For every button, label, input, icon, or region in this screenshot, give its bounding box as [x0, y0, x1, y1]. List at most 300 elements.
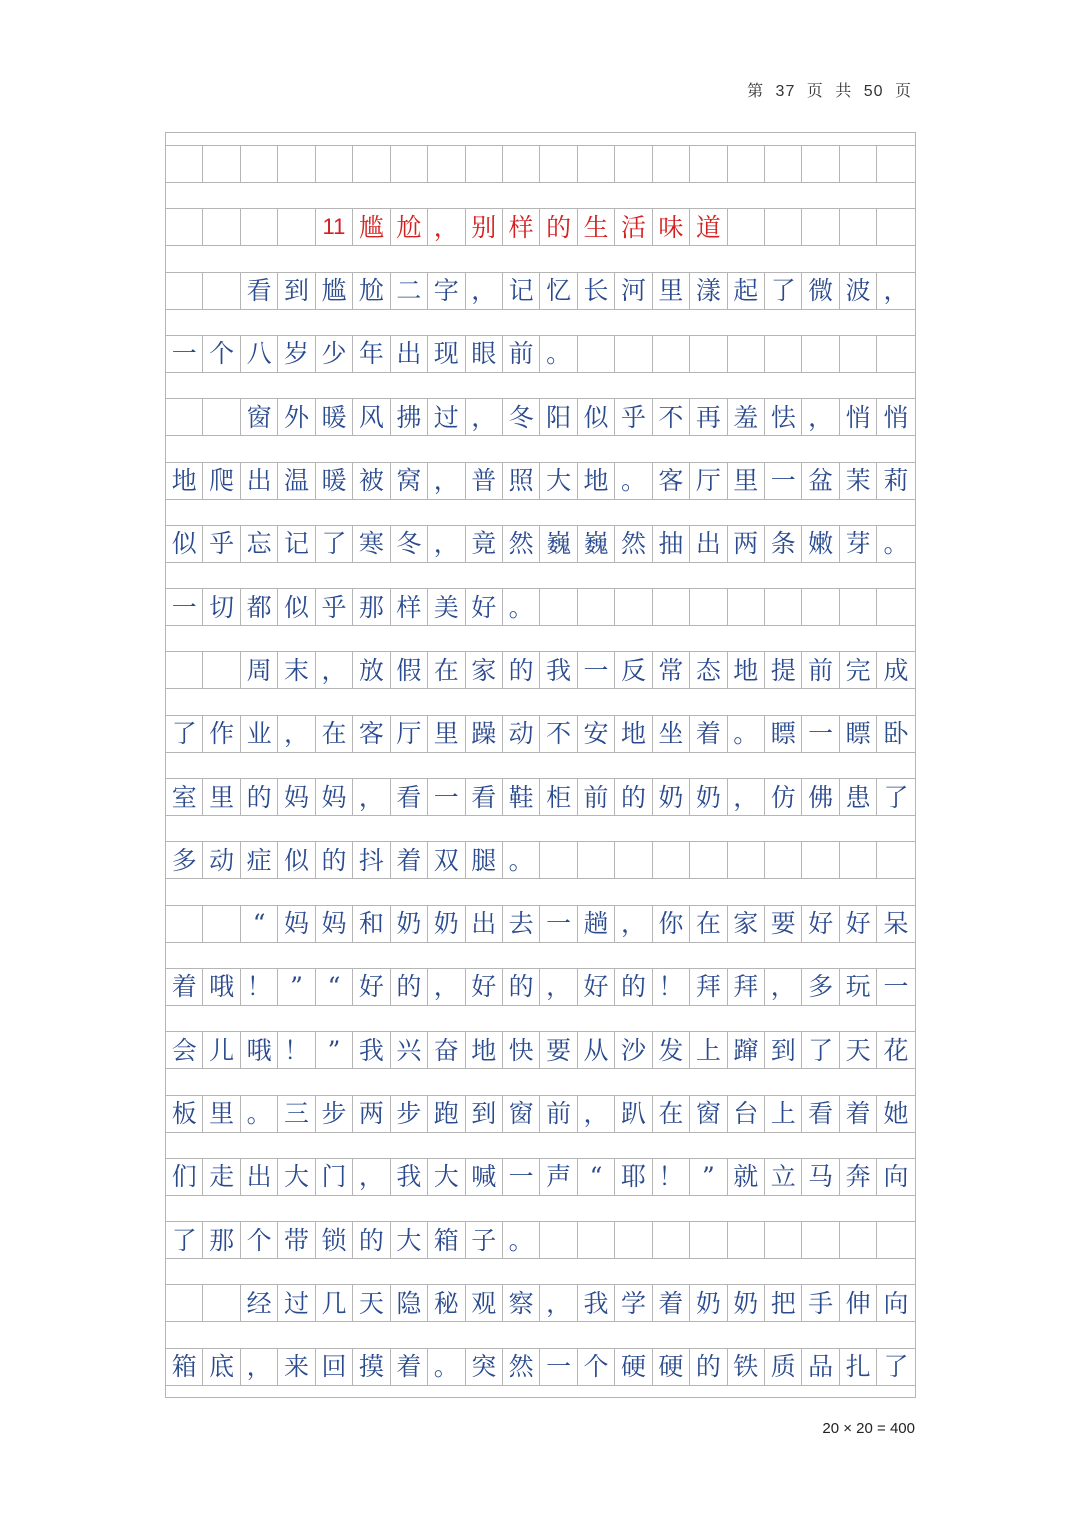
grid-cell: 阳: [540, 399, 577, 435]
grid-cell: 奶: [690, 1285, 727, 1321]
grid-cell: 的: [316, 842, 353, 878]
grid-cell: 学: [615, 1285, 652, 1321]
grid-cell: [391, 146, 428, 182]
grid-cell: 完: [840, 652, 877, 688]
grid-cell: 患: [840, 779, 877, 815]
grid-cell: 。: [728, 716, 765, 752]
grid-cell: ，: [615, 906, 652, 942]
grid-cell: 着: [166, 969, 203, 1005]
grid-cell: [316, 146, 353, 182]
grid-cell: 动: [203, 842, 240, 878]
grid-cell: 上: [765, 1096, 802, 1132]
grid-cell: [428, 146, 465, 182]
grid-cell: ，: [802, 399, 839, 435]
grid-cell: 在: [428, 652, 465, 688]
grid-cell: [728, 1222, 765, 1258]
grid-cell: [840, 146, 877, 182]
grid-cell: 扎: [840, 1349, 877, 1385]
grid-cell: [578, 146, 615, 182]
grid-cell: [728, 842, 765, 878]
grid-cell: ”: [278, 969, 315, 1005]
text-row: [166, 841, 915, 879]
grid-cell: [615, 146, 652, 182]
grid-cell: 出: [241, 463, 278, 499]
grid-cell: 周: [241, 652, 278, 688]
grid-cell: 冬: [391, 526, 428, 562]
grid-cell: [802, 842, 839, 878]
grid-cell: 美: [428, 589, 465, 625]
grid-cell: 拜: [728, 969, 765, 1005]
grid-cell: [653, 842, 690, 878]
grid-cell: 发: [653, 1032, 690, 1068]
grid-cell: 前: [540, 1096, 577, 1132]
grid-cell: 要: [765, 906, 802, 942]
grid-cell: [503, 146, 540, 182]
grid-cell: 的: [615, 779, 652, 815]
grid-cell: 忆: [540, 273, 577, 309]
grid-cell: 似: [278, 842, 315, 878]
grid-cell: 妈: [278, 906, 315, 942]
grid-cell: [466, 146, 503, 182]
grid-cell: 到: [466, 1096, 503, 1132]
grid-cell: 看: [802, 1096, 839, 1132]
grid-cell: [540, 1222, 577, 1258]
grid-cell: 好: [840, 906, 877, 942]
grid-cell: 了: [166, 716, 203, 752]
grid-cell: 外: [278, 399, 315, 435]
grid-cell: 动: [503, 716, 540, 752]
grid-cell: [840, 1222, 877, 1258]
grid-cell: 。: [503, 589, 540, 625]
grid-cell: 经: [241, 1285, 278, 1321]
grid-cell: 摸: [353, 1349, 390, 1385]
grid-cell: [840, 842, 877, 878]
grid-cell: [690, 146, 727, 182]
text-row: [166, 588, 915, 626]
grid-cell: 样: [391, 589, 428, 625]
grid-cell: 尬: [391, 209, 428, 245]
grid-cell: [728, 336, 765, 372]
grid-cell: [877, 1222, 914, 1258]
grid-cell: 寒: [353, 526, 390, 562]
grid-cell: ”: [690, 1159, 727, 1195]
grid-cell: ，: [466, 273, 503, 309]
grid-cell: 在: [316, 716, 353, 752]
page-label-ye: 页: [806, 83, 824, 100]
grid-cell: 室: [166, 779, 203, 815]
grid-cell: 奔: [840, 1159, 877, 1195]
grid-cell: 厅: [391, 716, 428, 752]
grid-cell: 尬: [353, 273, 390, 309]
grid-cell: 大: [428, 1159, 465, 1195]
grid-cell: 茉: [840, 463, 877, 499]
grid-cell: 似: [166, 526, 203, 562]
grid-cell: 板: [166, 1096, 203, 1132]
grid-cell: ！: [241, 969, 278, 1005]
grid-cell: [653, 336, 690, 372]
grid-cell: 悄: [883, 402, 909, 432]
grid-cell: 地: [466, 1032, 503, 1068]
grid-cell: 竟: [466, 526, 503, 562]
grid-cell: 家: [466, 652, 503, 688]
grid-cell: 道: [690, 209, 727, 245]
grid-cell: [690, 842, 727, 878]
grid-cell: 字: [428, 273, 465, 309]
grid-cell: 仿: [765, 779, 802, 815]
grid-cell: 的: [690, 1349, 727, 1385]
text-row: [166, 398, 915, 436]
grid-cell: 把: [765, 1285, 802, 1321]
grid-cell: 反: [615, 652, 652, 688]
grid-cell: ，: [540, 1285, 577, 1321]
grid-cell: [166, 1285, 203, 1321]
grid-cell: 上: [690, 1032, 727, 1068]
grid-cell: 出: [466, 906, 503, 942]
grid-cell: [802, 146, 839, 182]
grid-cell: 盆: [802, 463, 839, 499]
grid-cell: 记: [503, 273, 540, 309]
grid-cell: 奶: [391, 906, 428, 942]
grid-cell: 好: [802, 906, 839, 942]
grid-cell: 客: [353, 716, 390, 752]
grid-cell: 悄: [840, 399, 877, 435]
grid-cell: 多: [802, 969, 839, 1005]
grid-cell: 来: [278, 1349, 315, 1385]
manuscript-grid: [165, 132, 916, 1398]
grid-cell: [877, 146, 914, 182]
grid-cell: 向: [883, 1162, 909, 1192]
grid-cell: 奶: [653, 779, 690, 815]
grid-cell: 活: [615, 209, 652, 245]
grid-cell: 向: [883, 1288, 909, 1318]
grid-cell: 芽: [840, 526, 877, 562]
grid-cell: 的: [241, 779, 278, 815]
grid-cell: 地: [166, 463, 203, 499]
grid-cell: 窗: [690, 1096, 727, 1132]
grid-cell: 到: [765, 1032, 802, 1068]
grid-cell: 一: [503, 1159, 540, 1195]
grid-cell: 我: [578, 1285, 615, 1321]
grid-cell: [166, 906, 203, 942]
grid-cell: 坐: [653, 716, 690, 752]
grid-cell: [578, 589, 615, 625]
text-row: [166, 715, 915, 753]
grid-cell: 条: [765, 526, 802, 562]
grid-cell: [653, 146, 690, 182]
grid-cell: [840, 336, 877, 372]
grid-cell: 立: [765, 1159, 802, 1195]
grid-cell: 味: [653, 209, 690, 245]
text-row: [166, 335, 915, 373]
grid-cell: 走: [203, 1159, 240, 1195]
grid-cell: 窗: [503, 1096, 540, 1132]
grid-cell: 出: [391, 336, 428, 372]
grid-cell: [615, 336, 652, 372]
grid-cell: ！: [278, 1032, 315, 1068]
grid-cell: 一: [883, 972, 909, 1002]
grid-cell: 一: [802, 716, 839, 752]
grid-cell: 就: [728, 1159, 765, 1195]
grid-cell: 态: [690, 652, 727, 688]
grid-cell: ，: [728, 779, 765, 815]
total-pages: 50: [863, 83, 884, 100]
grid-cell: 那: [353, 589, 390, 625]
grid-cell: 似: [578, 399, 615, 435]
grid-cell: 手: [802, 1285, 839, 1321]
grid-cell: 成: [883, 655, 909, 685]
grid-cell: 锁: [316, 1222, 353, 1258]
grid-cell: 常: [653, 652, 690, 688]
grid-cell: [166, 652, 203, 688]
grid-cell: 长: [578, 273, 615, 309]
grid-cell: 业: [241, 716, 278, 752]
page-number: [744, 78, 915, 101]
grid-cell: 的: [540, 209, 577, 245]
grid-cell: 瞟: [840, 716, 877, 752]
grid-cell: [578, 336, 615, 372]
grid-cell: 两: [728, 526, 765, 562]
grid-cell: 生: [578, 209, 615, 245]
grid-cell: 着: [391, 842, 428, 878]
grid-cell: 温: [278, 463, 315, 499]
grid-cell: 着: [653, 1285, 690, 1321]
grid-cell: 哦: [241, 1032, 278, 1068]
grid-cell: 。: [241, 1096, 278, 1132]
grid-cell: 样: [503, 209, 540, 245]
grid-cell: 的: [615, 969, 652, 1005]
grid-cell: 忘: [241, 526, 278, 562]
grid-cell: 好: [466, 969, 503, 1005]
grid-cell: [765, 336, 802, 372]
grid-cell: [690, 336, 727, 372]
grid-cell: “: [578, 1159, 615, 1195]
grid-cell: 假: [391, 652, 428, 688]
grid-cell: 奶: [690, 779, 727, 815]
text-row: [166, 1284, 915, 1322]
grid-cell: [840, 209, 877, 245]
grid-cell: 。: [883, 529, 909, 559]
grid-cell: 大: [391, 1222, 428, 1258]
grid-cell: 要: [540, 1032, 577, 1068]
grid-cell: 妈: [316, 779, 353, 815]
grid-cell: 儿: [203, 1032, 240, 1068]
grid-cell: ”: [316, 1032, 353, 1068]
grid-cell: 家: [728, 906, 765, 942]
text-row: [166, 968, 915, 1006]
grid-cell: 照: [503, 463, 540, 499]
grid-cell: [203, 146, 240, 182]
grid-cell: 哦: [203, 969, 240, 1005]
grid-cell: [728, 146, 765, 182]
grid-cell: 。: [503, 842, 540, 878]
grid-cell: 去: [503, 906, 540, 942]
grid-cell: ，: [278, 716, 315, 752]
grid-cell: 带: [278, 1222, 315, 1258]
grid-cell: 厅: [690, 463, 727, 499]
grid-cell: 好: [578, 969, 615, 1005]
grid-cell: [203, 209, 240, 245]
grid-cell: 现: [428, 336, 465, 372]
grid-cell: ，: [883, 276, 909, 306]
grid-cell: 症: [241, 842, 278, 878]
text-row: [166, 778, 915, 816]
grid-cell: 岁: [278, 336, 315, 372]
grid-cell: 嫩: [802, 526, 839, 562]
grid-cell: 门: [316, 1159, 353, 1195]
text-row: [166, 525, 915, 563]
grid-cell: 奶: [728, 1285, 765, 1321]
grid-cell: [578, 1222, 615, 1258]
grid-cell: 出: [690, 526, 727, 562]
grid-cell: 了: [316, 526, 353, 562]
grid-cell: 拂: [391, 399, 428, 435]
grid-cell: 冬: [503, 399, 540, 435]
grid-cell: 在: [690, 906, 727, 942]
grid-cell: 妈: [316, 906, 353, 942]
grid-cell: 乎: [316, 589, 353, 625]
grid-cell: 天: [840, 1032, 877, 1068]
grid-cell: 乎: [203, 526, 240, 562]
grid-cell: ，: [316, 652, 353, 688]
grid-cell: [765, 209, 802, 245]
text-row: [166, 1158, 915, 1196]
grid-cell: 看: [391, 779, 428, 815]
grid-cell: 前: [578, 779, 615, 815]
text-row: [166, 272, 915, 310]
grid-cell: 。: [503, 1222, 540, 1258]
grid-cell: [540, 842, 577, 878]
text-row: [166, 145, 915, 183]
grid-cell: 玩: [840, 969, 877, 1005]
grid-cell: 的: [503, 652, 540, 688]
grid-cell: ，: [578, 1096, 615, 1132]
grid-cell: 天: [353, 1285, 390, 1321]
grid-cell: 怯: [765, 399, 802, 435]
grid-cell: 窝: [391, 463, 428, 499]
grid-cell: 微: [802, 273, 839, 309]
grid-cell: 拜: [690, 969, 727, 1005]
grid-cell: 一: [765, 463, 802, 499]
grid-cell: 窗: [241, 399, 278, 435]
grid-cell: ，: [765, 969, 802, 1005]
grid-cell: 地: [615, 716, 652, 752]
text-row: [166, 1221, 915, 1259]
grid-cell: 趴: [615, 1096, 652, 1132]
grid-cell: 多: [166, 842, 203, 878]
grid-cell: 少: [316, 336, 353, 372]
text-row: [166, 905, 915, 943]
grid-cell: 察: [503, 1285, 540, 1321]
text-row: [166, 462, 915, 500]
grid-cell: 了: [883, 782, 909, 812]
grid-cell: [203, 273, 240, 309]
grid-cell: 作: [203, 716, 240, 752]
grid-cell: [615, 589, 652, 625]
grid-cell: 起: [728, 273, 765, 309]
grid-cell: 地: [578, 463, 615, 499]
grid-cell: [615, 842, 652, 878]
grid-cell: 11: [316, 209, 353, 245]
grid-cell: 漾: [690, 273, 727, 309]
grid-cell: 着: [840, 1096, 877, 1132]
grid-cell: 提: [765, 652, 802, 688]
grid-cell: 个: [578, 1349, 615, 1385]
grid-cell: [653, 589, 690, 625]
grid-cell: 看: [241, 273, 278, 309]
grid-cell: 两: [353, 1096, 390, 1132]
grid-cell: [540, 146, 577, 182]
grid-cell: [877, 589, 914, 625]
grid-cell: 一: [540, 906, 577, 942]
grid-cell: 趟: [578, 906, 615, 942]
grid-cell: 里: [728, 463, 765, 499]
grid-cell: 八: [241, 336, 278, 372]
grid-cell: [802, 209, 839, 245]
grid-cell: 瞟: [765, 716, 802, 752]
grid-cell: 不: [653, 399, 690, 435]
grid-cell: 奋: [428, 1032, 465, 1068]
grid-cell: 。: [428, 1349, 465, 1385]
grid-cell: 兴: [391, 1032, 428, 1068]
grid-cell: [765, 589, 802, 625]
grid-cell: [840, 589, 877, 625]
grid-cell: [802, 1222, 839, 1258]
grid-cell: 奶: [428, 906, 465, 942]
grid-cell: 一: [166, 336, 203, 372]
grid-cell: 着: [690, 716, 727, 752]
grid-cell: 巍: [540, 526, 577, 562]
grid-cell: 从: [578, 1032, 615, 1068]
grid-cell: 你: [653, 906, 690, 942]
grid-cell: 箱: [428, 1222, 465, 1258]
grid-cell: 里: [203, 779, 240, 815]
page-label-ye-2: 页: [894, 83, 912, 100]
grid-cell: [166, 399, 203, 435]
grid-cell: ，: [353, 1159, 390, 1195]
grid-cell: 地: [728, 652, 765, 688]
grid-cell: [241, 146, 278, 182]
grid-cell: 观: [466, 1285, 503, 1321]
grid-cell: 河: [615, 273, 652, 309]
grid-cell: 眼: [466, 336, 503, 372]
grid-cell: 的: [353, 1222, 390, 1258]
text-row: [166, 1031, 915, 1069]
grid-cell: 花: [883, 1035, 909, 1065]
current-page: 37: [775, 83, 796, 100]
grid-cell: 前: [503, 336, 540, 372]
grid-cell: 柜: [540, 779, 577, 815]
grid-cell: 箱: [166, 1349, 203, 1385]
grid-cell: 然: [503, 1349, 540, 1385]
grid-cell: [653, 1222, 690, 1258]
text-row: [166, 1095, 915, 1133]
grid-cell: 尴: [316, 273, 353, 309]
grid-cell: 过: [428, 399, 465, 435]
grid-cell: 。: [615, 463, 652, 499]
grid-cell: 秘: [428, 1285, 465, 1321]
grid-cell: ！: [653, 1159, 690, 1195]
title-row: [166, 208, 915, 246]
grid-cell: 暖: [316, 399, 353, 435]
grid-cell: 二: [391, 273, 428, 309]
grid-cell: 切: [203, 589, 240, 625]
grid-cell: 快: [503, 1032, 540, 1068]
grid-cell: [765, 842, 802, 878]
grid-cell: [728, 209, 765, 245]
grid-cell: ，: [466, 399, 503, 435]
grid-cell: 声: [540, 1159, 577, 1195]
grid-cell: 似: [278, 589, 315, 625]
